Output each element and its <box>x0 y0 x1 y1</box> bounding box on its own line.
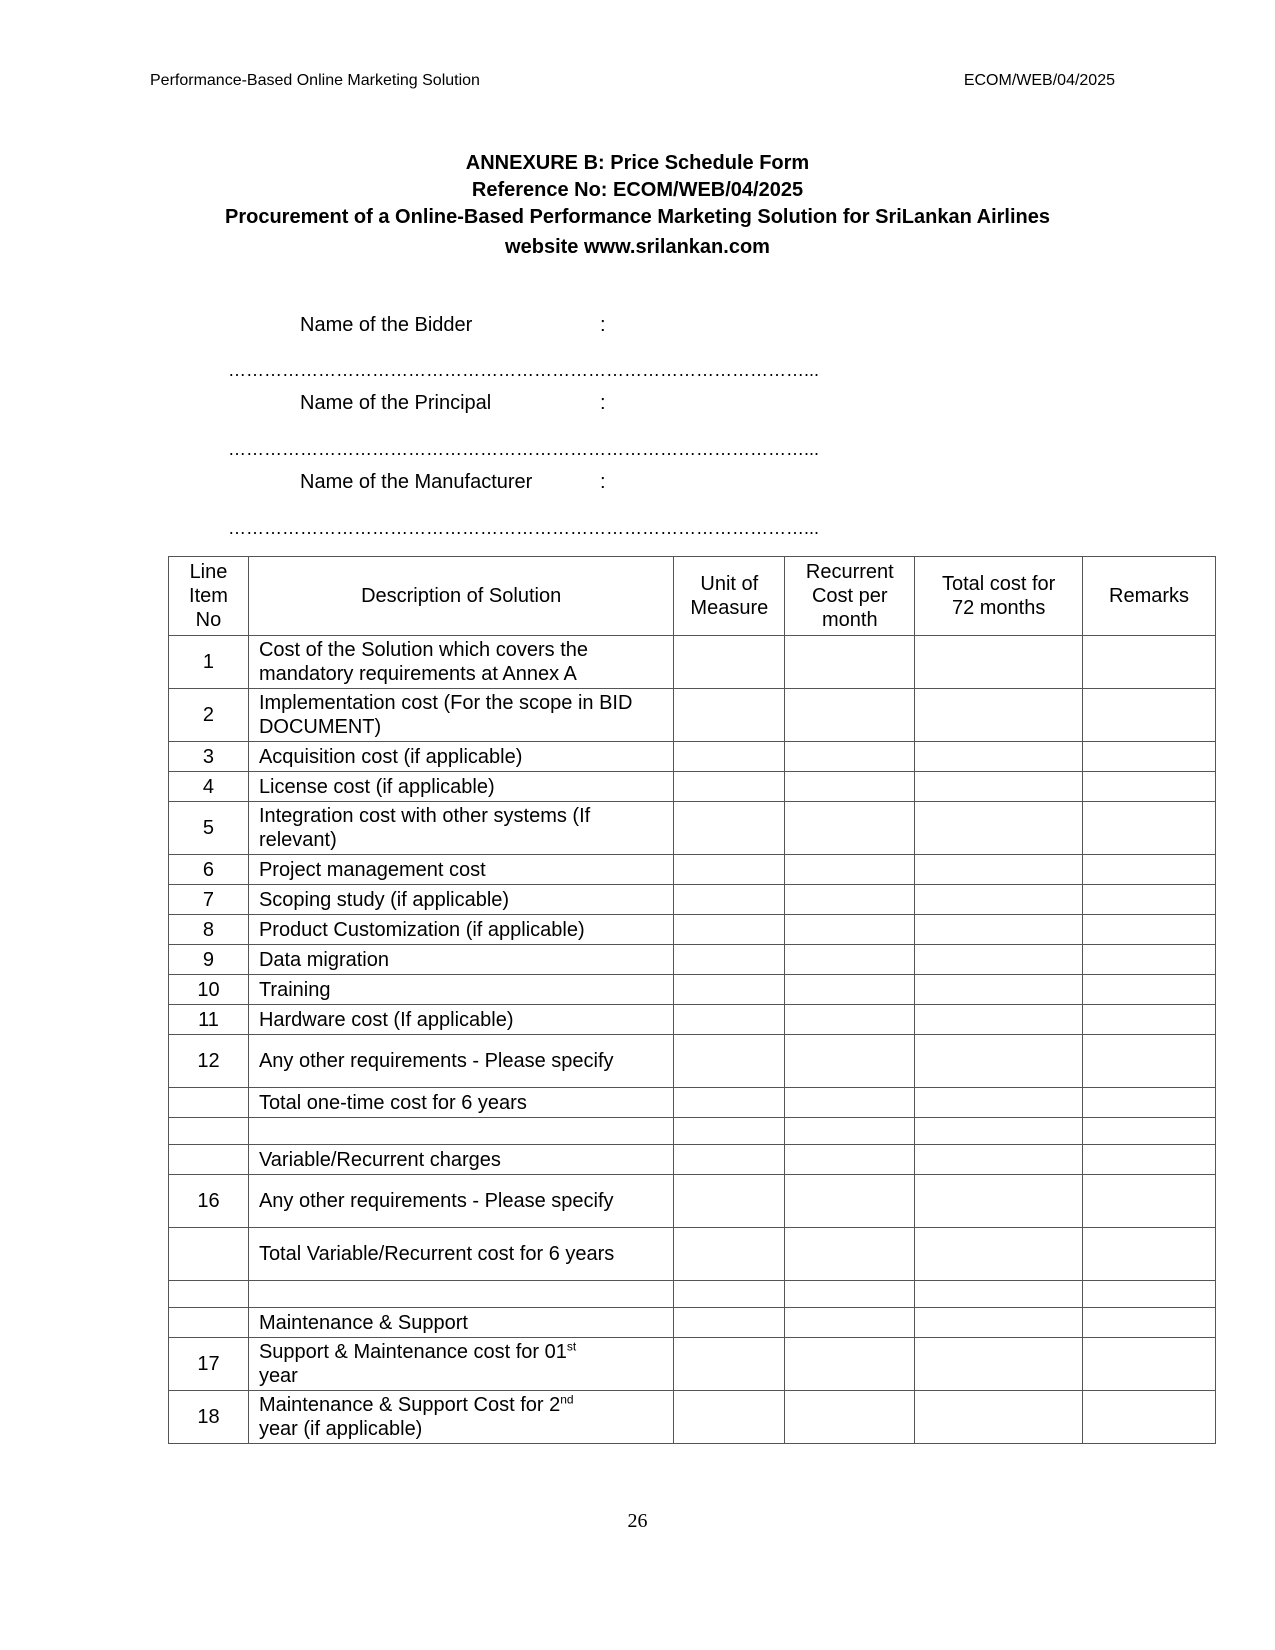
remarks-cell[interactable] <box>1083 975 1216 1005</box>
recurrent-cell[interactable] <box>785 1118 915 1145</box>
recurrent-cell[interactable] <box>785 1281 915 1308</box>
unit-cell[interactable] <box>674 636 785 689</box>
line-item-number: 18 <box>169 1391 249 1444</box>
recurrent-cell[interactable] <box>785 1035 915 1088</box>
table-row-blank <box>169 1281 1216 1308</box>
total-cell[interactable] <box>915 802 1083 855</box>
unit-cell[interactable] <box>674 689 785 742</box>
unit-cell[interactable] <box>674 772 785 802</box>
principal-colon: : <box>600 392 606 414</box>
principal-label: Name of the Principal <box>300 392 492 414</box>
one-time-total-label: Total one-time cost for 6 years <box>248 1088 673 1118</box>
document-title-block <box>0 150 1275 261</box>
page-number: 26 <box>627 1510 648 1532</box>
total-cell[interactable] <box>915 772 1083 802</box>
recurrent-cell[interactable] <box>785 1005 915 1035</box>
unit-cell[interactable] <box>674 945 785 975</box>
recurrent-cell[interactable] <box>785 975 915 1005</box>
recurrent-cell[interactable] <box>785 802 915 855</box>
recurrent-cell[interactable] <box>785 1088 915 1118</box>
manufacturer-name-field <box>300 471 606 494</box>
recurrent-cell[interactable] <box>785 742 915 772</box>
remarks-cell[interactable] <box>1083 1118 1216 1145</box>
line-item-number <box>169 1118 249 1145</box>
total-cell[interactable] <box>915 742 1083 772</box>
line-item-number: 8 <box>169 915 249 945</box>
bidder-colon: : <box>600 314 606 336</box>
table-row <box>169 1175 1216 1228</box>
table-row-blank <box>169 1118 1216 1145</box>
line-item-number: 1 <box>169 636 249 689</box>
table-row <box>169 1338 1216 1391</box>
recurrent-cell[interactable] <box>785 1391 915 1444</box>
line-item-description: Hardware cost (If applicable) <box>248 1005 673 1035</box>
total-cell[interactable] <box>915 1391 1083 1444</box>
line-item-description: Acquisition cost (if applicable) <box>248 742 673 772</box>
recurrent-cell[interactable] <box>785 636 915 689</box>
line-item-number: 7 <box>169 885 249 915</box>
recurrent-cell[interactable] <box>785 689 915 742</box>
table-row-section <box>169 1308 1216 1338</box>
header-remarks: Remarks <box>1083 557 1216 636</box>
section-heading-recurrent: Variable/Recurrent charges <box>248 1145 673 1175</box>
total-cell[interactable] <box>915 1145 1083 1175</box>
remarks-cell[interactable] <box>1083 915 1216 945</box>
unit-cell[interactable] <box>674 1281 785 1308</box>
table-row <box>169 975 1216 1005</box>
remarks-cell[interactable] <box>1083 855 1216 885</box>
unit-cell[interactable] <box>674 1391 785 1444</box>
unit-cell[interactable] <box>674 1145 785 1175</box>
line-item-description: Scoping study (if applicable) <box>248 885 673 915</box>
remarks-cell[interactable] <box>1083 885 1216 915</box>
total-cell[interactable] <box>915 1118 1083 1145</box>
unit-cell[interactable] <box>674 1308 785 1338</box>
line-item-description: Cost of the Solution which covers the mandatory requirements at Annex A <box>248 636 673 689</box>
total-cell[interactable] <box>915 636 1083 689</box>
unit-cell[interactable] <box>674 1005 785 1035</box>
remarks-cell[interactable] <box>1083 945 1216 975</box>
remarks-cell[interactable] <box>1083 1088 1216 1118</box>
line-item-description: Any other requirements - Please specify <box>248 1035 673 1088</box>
remarks-cell[interactable] <box>1083 1281 1216 1308</box>
bidder-name-field <box>300 314 606 337</box>
table-row <box>169 1391 1216 1444</box>
recurrent-cell[interactable] <box>785 1308 915 1338</box>
remarks-cell[interactable] <box>1083 689 1216 742</box>
recurrent-cell[interactable] <box>785 1145 915 1175</box>
section-heading-maintenance: Maintenance & Support <box>248 1308 673 1338</box>
unit-cell[interactable] <box>674 915 785 945</box>
line-item-number: 12 <box>169 1035 249 1088</box>
manufacturer-dotted-line[interactable]: ……………………………………………………………………………………... <box>228 518 820 538</box>
line-item-number: 2 <box>169 689 249 742</box>
table-row <box>169 742 1216 772</box>
bidder-label: Name of the Bidder <box>300 314 473 336</box>
line-item-description: Implementation cost (For the scope in BID DOCUMENT) <box>248 689 673 742</box>
total-cell[interactable] <box>915 945 1083 975</box>
remarks-cell[interactable] <box>1083 1228 1216 1281</box>
manufacturer-label: Name of the Manufacturer <box>300 471 533 493</box>
total-cell[interactable] <box>915 1088 1083 1118</box>
header-unit-of-measure: Unit of Measure <box>674 557 785 636</box>
line-item-description: Training <box>248 975 673 1005</box>
line-item-description: Integration cost with other systems (If relevant) <box>248 802 673 855</box>
recurrent-cell[interactable] <box>785 772 915 802</box>
running-header-title: Performance-Based Online Marketing Solution <box>150 72 480 89</box>
header-recurrent-cost: Recurrent Cost per month <box>785 557 915 636</box>
remarks-cell[interactable] <box>1083 1005 1216 1035</box>
line-item-number <box>169 1145 249 1175</box>
total-cell[interactable] <box>915 1308 1083 1338</box>
table-row-subtotal <box>169 1228 1216 1281</box>
recurrent-cell[interactable] <box>785 945 915 975</box>
remarks-cell[interactable] <box>1083 1145 1216 1175</box>
reference-number: Reference No: ECOM/WEB/04/2025 <box>471 179 804 201</box>
total-cell[interactable] <box>915 689 1083 742</box>
unit-cell[interactable] <box>674 1035 785 1088</box>
recurrent-cell[interactable] <box>785 1175 915 1228</box>
unit-cell[interactable] <box>674 1228 785 1281</box>
total-cell[interactable] <box>915 1281 1083 1308</box>
line-item-description: License cost (if applicable) <box>248 772 673 802</box>
total-cell[interactable] <box>915 975 1083 1005</box>
line-item-number: 17 <box>169 1338 249 1391</box>
manufacturer-colon: : <box>600 471 606 493</box>
unit-cell[interactable] <box>674 975 785 1005</box>
total-cell[interactable] <box>915 1035 1083 1088</box>
line-item-number: 4 <box>169 772 249 802</box>
table-row-section <box>169 1145 1216 1175</box>
unit-cell[interactable] <box>674 802 785 855</box>
total-cell[interactable] <box>915 855 1083 885</box>
unit-cell[interactable] <box>674 1175 785 1228</box>
line-item-description <box>248 1281 673 1308</box>
line-item-number: 11 <box>169 1005 249 1035</box>
principal-name-field <box>300 392 606 415</box>
annexure-title: ANNEXURE B: Price Schedule Form <box>465 152 810 174</box>
remarks-cell[interactable] <box>1083 1391 1216 1444</box>
unit-cell[interactable] <box>674 742 785 772</box>
header-line-item-no: Line Item No <box>169 557 249 636</box>
line-item-number <box>169 1281 249 1308</box>
total-cell[interactable] <box>915 915 1083 945</box>
total-cell[interactable] <box>915 1175 1083 1228</box>
table-row <box>169 1035 1216 1088</box>
remarks-cell[interactable] <box>1083 636 1216 689</box>
table-row <box>169 689 1216 742</box>
line-item-number <box>169 1228 249 1281</box>
recurrent-cell[interactable] <box>785 1228 915 1281</box>
bidder-dotted-line[interactable]: ……………………………………………………………………………………... <box>228 360 820 380</box>
unit-cell[interactable] <box>674 1338 785 1391</box>
recurrent-cell[interactable] <box>785 885 915 915</box>
line-item-description: Project management cost <box>248 855 673 885</box>
remarks-cell[interactable] <box>1083 1035 1216 1088</box>
line-item-description: Maintenance & Support Cost for 2nd year (if applicable) <box>248 1391 673 1444</box>
unit-cell[interactable] <box>674 1088 785 1118</box>
table-row <box>169 855 1216 885</box>
line-item-number: 6 <box>169 855 249 885</box>
line-item-number <box>169 1308 249 1338</box>
price-schedule-table <box>168 556 1216 1444</box>
total-cell[interactable] <box>915 1005 1083 1035</box>
header-description: Description of Solution <box>248 557 673 636</box>
recurrent-total-label: Total Variable/Recurrent cost for 6 years <box>248 1228 673 1281</box>
remarks-cell[interactable] <box>1083 772 1216 802</box>
running-header-reference: ECOM/WEB/04/2025 <box>963 72 1115 89</box>
table-row <box>169 915 1216 945</box>
table-row <box>169 885 1216 915</box>
remarks-cell[interactable] <box>1083 742 1216 772</box>
line-item-description <box>248 1118 673 1145</box>
line-item-number: 5 <box>169 802 249 855</box>
total-cell[interactable] <box>915 1338 1083 1391</box>
line-item-number: 3 <box>169 742 249 772</box>
line-item-number <box>169 1088 249 1118</box>
remarks-cell[interactable] <box>1083 1175 1216 1228</box>
table-row-subtotal <box>169 1088 1216 1118</box>
remarks-cell[interactable] <box>1083 1308 1216 1338</box>
website-line: website www.srilankan.com <box>505 236 770 258</box>
table-row <box>169 1005 1216 1035</box>
line-item-description: Support & Maintenance cost for 01st year <box>248 1338 673 1391</box>
unit-cell[interactable] <box>674 885 785 915</box>
total-cell[interactable] <box>915 885 1083 915</box>
line-item-number: 10 <box>169 975 249 1005</box>
line-item-description: Product Customization (if applicable) <box>248 915 673 945</box>
unit-cell[interactable] <box>674 855 785 885</box>
line-item-description: Data migration <box>248 945 673 975</box>
table-row <box>169 945 1216 975</box>
total-cell[interactable] <box>915 1228 1083 1281</box>
table-row <box>169 636 1216 689</box>
remarks-cell[interactable] <box>1083 1338 1216 1391</box>
line-item-description: Any other requirements - Please specify <box>248 1175 673 1228</box>
header-total-cost: Total cost for 72 months <box>915 557 1083 636</box>
line-item-number: 16 <box>169 1175 249 1228</box>
remarks-cell[interactable] <box>1083 802 1216 855</box>
recurrent-cell[interactable] <box>785 855 915 885</box>
table-row <box>169 802 1216 855</box>
recurrent-cell[interactable] <box>785 915 915 945</box>
unit-cell[interactable] <box>674 1118 785 1145</box>
table-row <box>169 772 1216 802</box>
recurrent-cell[interactable] <box>785 1338 915 1391</box>
principal-dotted-line[interactable]: ……………………………………………………………………………………... <box>228 439 820 459</box>
table-header-row <box>169 557 1216 636</box>
procurement-title: Procurement of a Online-Based Performance Marketing Solution for SriLankan Airlines <box>225 206 1050 228</box>
line-item-number: 9 <box>169 945 249 975</box>
